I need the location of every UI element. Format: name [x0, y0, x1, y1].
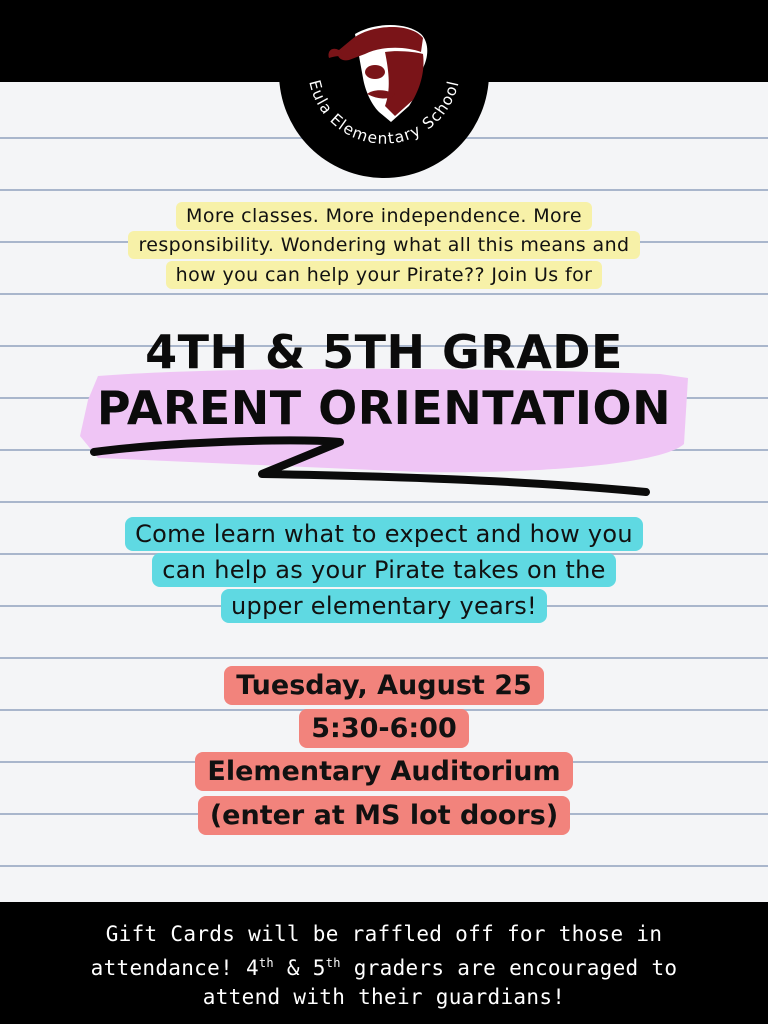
intro-line-2: responsibility. Wondering what all this means and: [128, 231, 639, 259]
footer-sup-1: th: [258, 956, 274, 970]
footer-line-2-part-c: graders are encouraged to: [340, 956, 678, 980]
school-logo-badge: [279, 18, 489, 178]
event-location: Elementary Auditorium: [195, 752, 572, 791]
footer-line-3: attend with their guardians!: [202, 985, 566, 1009]
event-time: 5:30-6:00: [299, 709, 469, 748]
footer-line-2: [0, 949, 768, 983]
event-details: [0, 664, 768, 837]
intro-line-3: how you can help your Pirate?? Join Us for: [166, 261, 603, 289]
event-date: Tuesday, August 25: [224, 666, 544, 705]
event-entrance: (enter at MS lot doors): [198, 796, 570, 835]
footer-line-1: Gift Cards will be raffled off for those in: [105, 922, 663, 946]
intro-line-1: More classes. More independence. More: [176, 202, 592, 230]
footer-line-2-part-b: & 5: [273, 956, 326, 980]
intro-text: [0, 202, 768, 290]
description-line-2: can help as your Pirate takes on the: [152, 553, 615, 587]
description-line-3: upper elementary years!: [221, 589, 547, 623]
event-title: [0, 324, 768, 436]
footer-sup-2: th: [325, 956, 341, 970]
description-line-1: Come learn what to expect and how you: [125, 517, 643, 551]
title-line-2: PARENT ORIENTATION: [96, 381, 672, 435]
pirate-mascot-icon: [325, 20, 443, 132]
title-section: [0, 316, 768, 506]
footer-line-2-part-a: attendance! 4: [90, 956, 259, 980]
school-name: Eula Elementary School: [305, 78, 463, 148]
footer-text: [0, 902, 768, 1012]
footer-band: [0, 902, 768, 1024]
description-text: [0, 516, 768, 624]
title-line-1: 4TH & 5TH GRADE: [145, 325, 623, 379]
